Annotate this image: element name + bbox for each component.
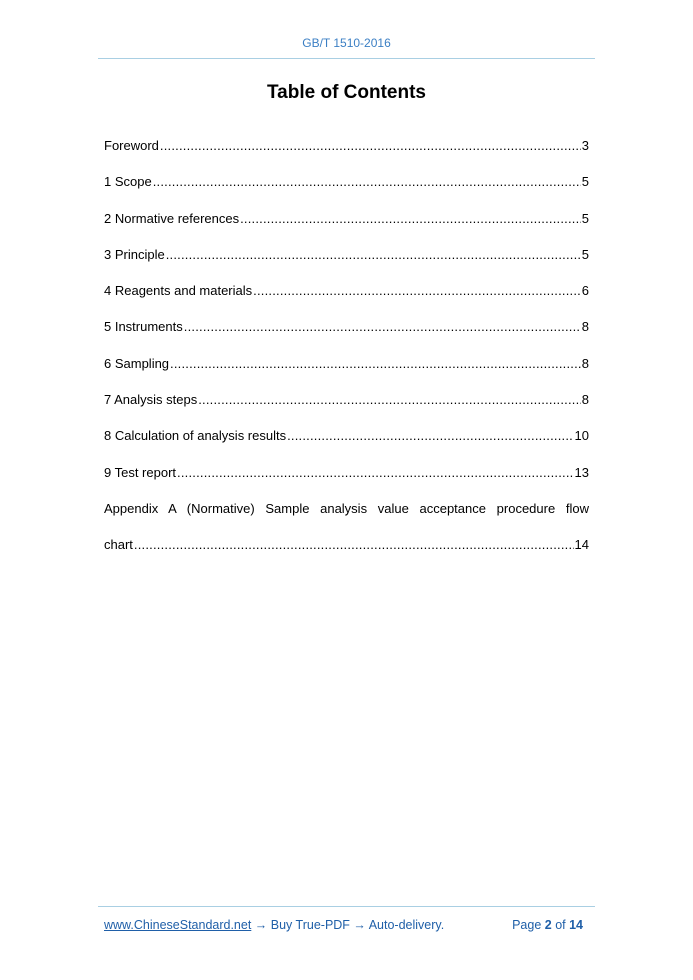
current-page: 2 — [544, 918, 552, 932]
toc-label: 1 Scope — [104, 174, 152, 190]
toc-page-number: 3 — [581, 138, 589, 153]
toc-leader-dots — [160, 138, 581, 153]
total-pages: 14 — [569, 918, 583, 932]
toc-entry-foreword[interactable] — [104, 138, 589, 174]
toc-label: 4 Reagents and materials — [104, 283, 253, 299]
page-title: Table of Contents — [266, 82, 427, 103]
toc-entry-test-report[interactable] — [104, 465, 589, 501]
toc-label: Foreword — [104, 138, 159, 153]
toc-entry-appendix-a-line2[interactable] — [104, 537, 589, 573]
toc-entry-principle[interactable] — [104, 247, 589, 283]
toc-leader-dots — [198, 392, 581, 407]
toc-page-number: 8 — [581, 392, 589, 408]
toc-page-number: 5 — [581, 210, 589, 226]
toc-page-number: 13 — [574, 464, 589, 480]
toc-page-number: 5 — [581, 246, 589, 262]
footer-divider — [98, 906, 595, 907]
toc-entry-instruments[interactable] — [104, 319, 589, 355]
footer-tagline: → Buy True-PDF → Auto-delivery. — [251, 918, 445, 932]
toc-label: 5 Instruments — [104, 319, 183, 335]
toc-leader-dots — [166, 247, 581, 262]
toc-leader-dots — [287, 428, 573, 443]
toc-label: 8 Calculation of analysis results — [104, 428, 287, 444]
toc-page-number: 14 — [574, 537, 589, 553]
toc-leader-dots — [240, 211, 581, 226]
toc-entry-calculation[interactable] — [104, 428, 589, 464]
page-indicator — [512, 918, 583, 932]
toc-entry-reagents[interactable] — [104, 283, 589, 319]
toc-entry-appendix-a-line1[interactable]: Appendix A (Normative) Sample analysis value acceptance procedure flow — [104, 500, 589, 516]
toc-label: 7 Analysis steps — [104, 392, 198, 408]
footer-promo — [104, 918, 444, 932]
toc-leader-dots — [170, 356, 581, 371]
page-prefix: Page — [512, 918, 545, 932]
running-header: GB/T 1510-2016 — [302, 36, 391, 50]
toc-entry-analysis-steps[interactable] — [104, 392, 589, 428]
page-of: of — [551, 918, 570, 932]
toc-page-number: 6 — [581, 283, 589, 299]
toc-leader-dots — [153, 174, 581, 189]
toc-entry-normative-references[interactable] — [104, 211, 589, 247]
website-link[interactable]: www.ChineseStandard.net — [104, 918, 252, 932]
toc-page-number: 8 — [581, 319, 589, 335]
toc-label: 2 Normative references — [104, 210, 240, 226]
toc-page-number: 10 — [574, 428, 589, 444]
toc-entry-scope[interactable] — [104, 174, 589, 210]
table-of-contents — [104, 138, 589, 574]
toc-label: chart — [104, 537, 133, 553]
toc-label: 3 Principle — [104, 246, 165, 262]
toc-leader-dots — [134, 537, 574, 552]
toc-page-number: 5 — [581, 174, 589, 190]
toc-leader-dots — [253, 283, 581, 298]
toc-page-number: 8 — [581, 355, 589, 371]
toc-leader-dots — [177, 465, 574, 480]
header-divider — [98, 58, 595, 59]
toc-label: 6 Sampling — [104, 355, 170, 371]
toc-entry-sampling[interactable] — [104, 356, 589, 392]
toc-label: 9 Test report — [104, 464, 177, 480]
toc-leader-dots — [184, 319, 581, 334]
